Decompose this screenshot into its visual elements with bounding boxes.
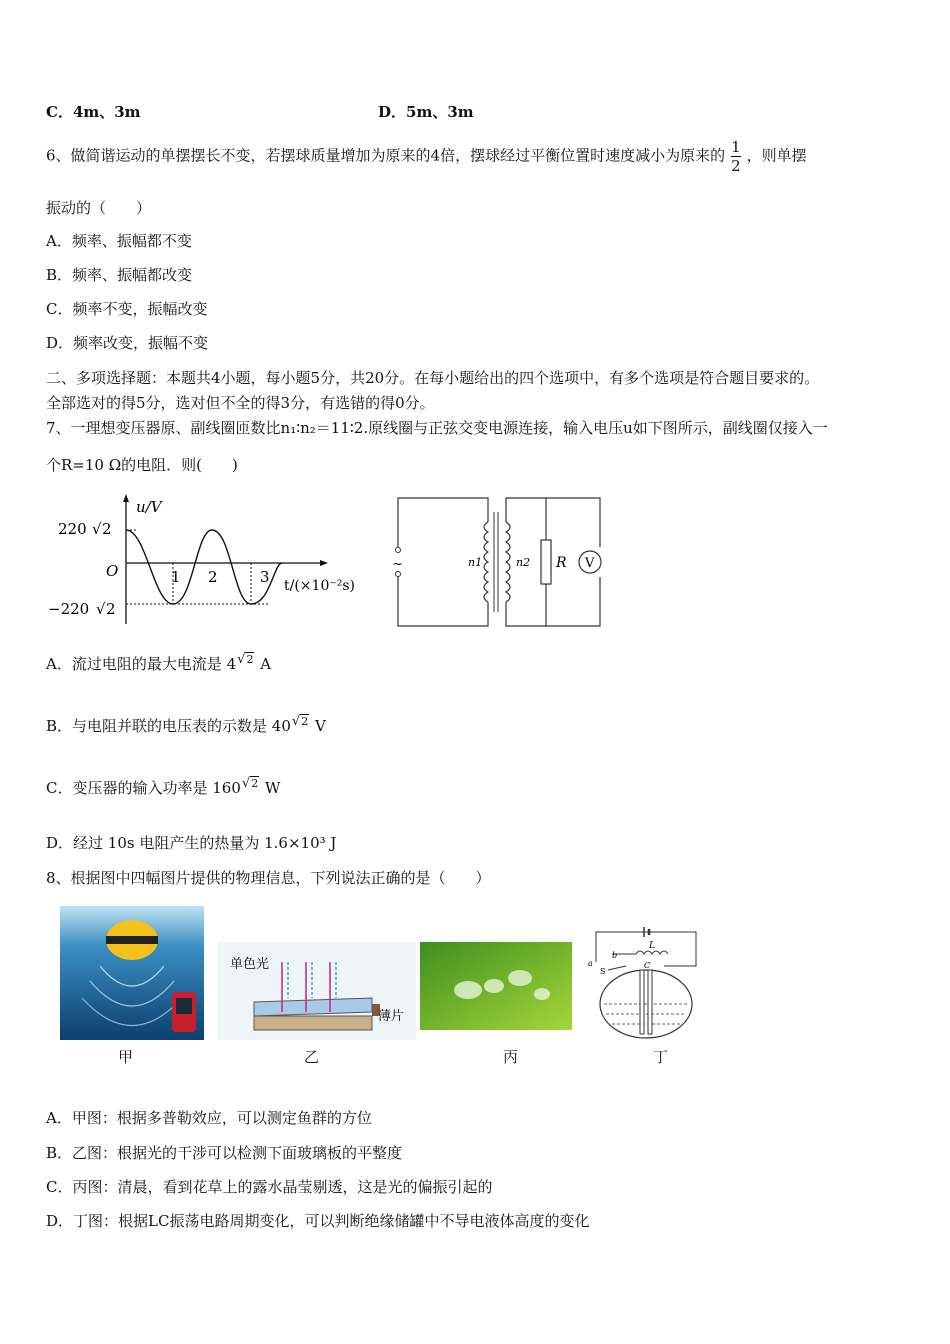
q7-stem-line2: 个R=10 Ω的电阻．则( ) [46,456,238,474]
graph-xlabel: t/(×10⁻²s) [284,578,355,594]
q8-option-c: C．丙图：清晨，看到花草上的露水晶莹剔透，这是光的偏振引起的 [46,1178,493,1196]
q6-stem [46,138,807,175]
q5-option-d: D．5m、3m [378,103,474,121]
ding-L-label: L [649,941,655,951]
q6-option-b: B．频率、振幅都改变 [46,266,193,284]
graph-xtick-2: 2 [208,568,218,586]
q6-stem-part-b: ，则单摆 [746,146,807,165]
graph-xtick-3: 3 [260,568,270,586]
caption-yi: 乙 [304,1048,320,1066]
ding-S-label: S [600,967,606,976]
ding-C-label: C [644,961,651,970]
ding-b-label: b [612,951,618,960]
q7-option-d: D．经过 10s 电阻产生的热量为 1.6×10³ J [46,834,337,852]
q6-stem-cont: 振动的（ ） [46,199,152,217]
caption-bing: 丙 [503,1048,519,1066]
transformer-circuit [388,492,610,632]
figure-ding-lc-tank [586,922,706,1044]
q8-option-a: A．甲图：根据多普勒效应，可以测定鱼群的方位 [46,1109,372,1127]
graph-ylabel: u/V [136,498,162,516]
q6-option-d: D．频率改变，振幅不变 [46,334,209,352]
graph-ymax-root: √ [92,520,102,538]
caption-ding: 丁 [653,1048,669,1066]
q6-stem-part-a: 6、做简谐运动的单摆摆长不变，若摆球质量增加为原来的4倍，摆球经过平衡位置时速度减小为原来的 [46,146,726,165]
q7-stem-line1: 7、一理想变压器原、副线圈匝数比n₁∶n₂＝11∶2.原线圈与正弦交变电源连接，输入电压u如下图所示，副线圈仅接入一 [46,419,828,437]
section2-line1: 二、多项选择题：本题共4小题，每小题5分，共20分。在每小题给出的四个选项中，有多个选项是符合题目要求的。 [46,369,820,387]
q7-option-a: A．流过电阻的最大电流是 4√ 2 A [46,654,271,676]
yi-light-label: 单色光 [230,957,270,972]
n2-label: n2 [516,556,531,569]
graph-ymin-sqrt: 2 [106,600,116,618]
graph-ymin: −220 [48,600,90,618]
graph-xtick-1: 1 [171,568,181,586]
figure-yi-thin-film [218,942,416,1040]
graph-origin: O [106,562,119,580]
ding-a-label: a [588,959,593,968]
q8-option-b: B．乙图：根据光的干涉可以检测下面玻璃板的平整度 [46,1144,403,1162]
graph-ymax-sqrt: 2 [102,520,112,538]
voltmeter-label: V [585,556,595,571]
figure-bing-dew [420,942,572,1030]
resistor-label: R [556,555,567,571]
figure-jia-fish-finder [60,906,204,1040]
q6-option-a: A．频率、振幅都不变 [46,232,192,250]
q8-stem: 8、根据图中四幅图片提供的物理信息，下列说法正确的是（ ） [46,869,491,887]
q8-option-d: D．丁图：根据LC振荡电路周期变化，可以判断绝缘储罐中不导电液体高度的变化 [46,1212,590,1230]
q6-option-c: C．频率不变，振幅改变 [46,300,208,318]
q6-fraction: $\frac{1}{2}$ [731,138,741,175]
graph-ymin-root: √ [96,600,106,618]
yi-sheet-label: 薄片 [378,1009,405,1024]
q5-option-c: C．4m、3m [46,103,141,121]
q7-option-b: B．与电阻并联的电压表的示数是 40√ 2 V [46,716,326,738]
n1-label: n1 [468,556,483,569]
caption-jia: 甲 [118,1048,134,1066]
q7-option-c: C．变压器的输入功率是 160√ 2 W [46,778,280,800]
voltage-graph [46,490,376,630]
source-symbol: ~ [392,557,403,572]
section2-line2: 全部选对的得5分，选对但不全的得3分，有选错的得0分。 [46,394,435,412]
graph-ymax: 220 [58,520,87,538]
